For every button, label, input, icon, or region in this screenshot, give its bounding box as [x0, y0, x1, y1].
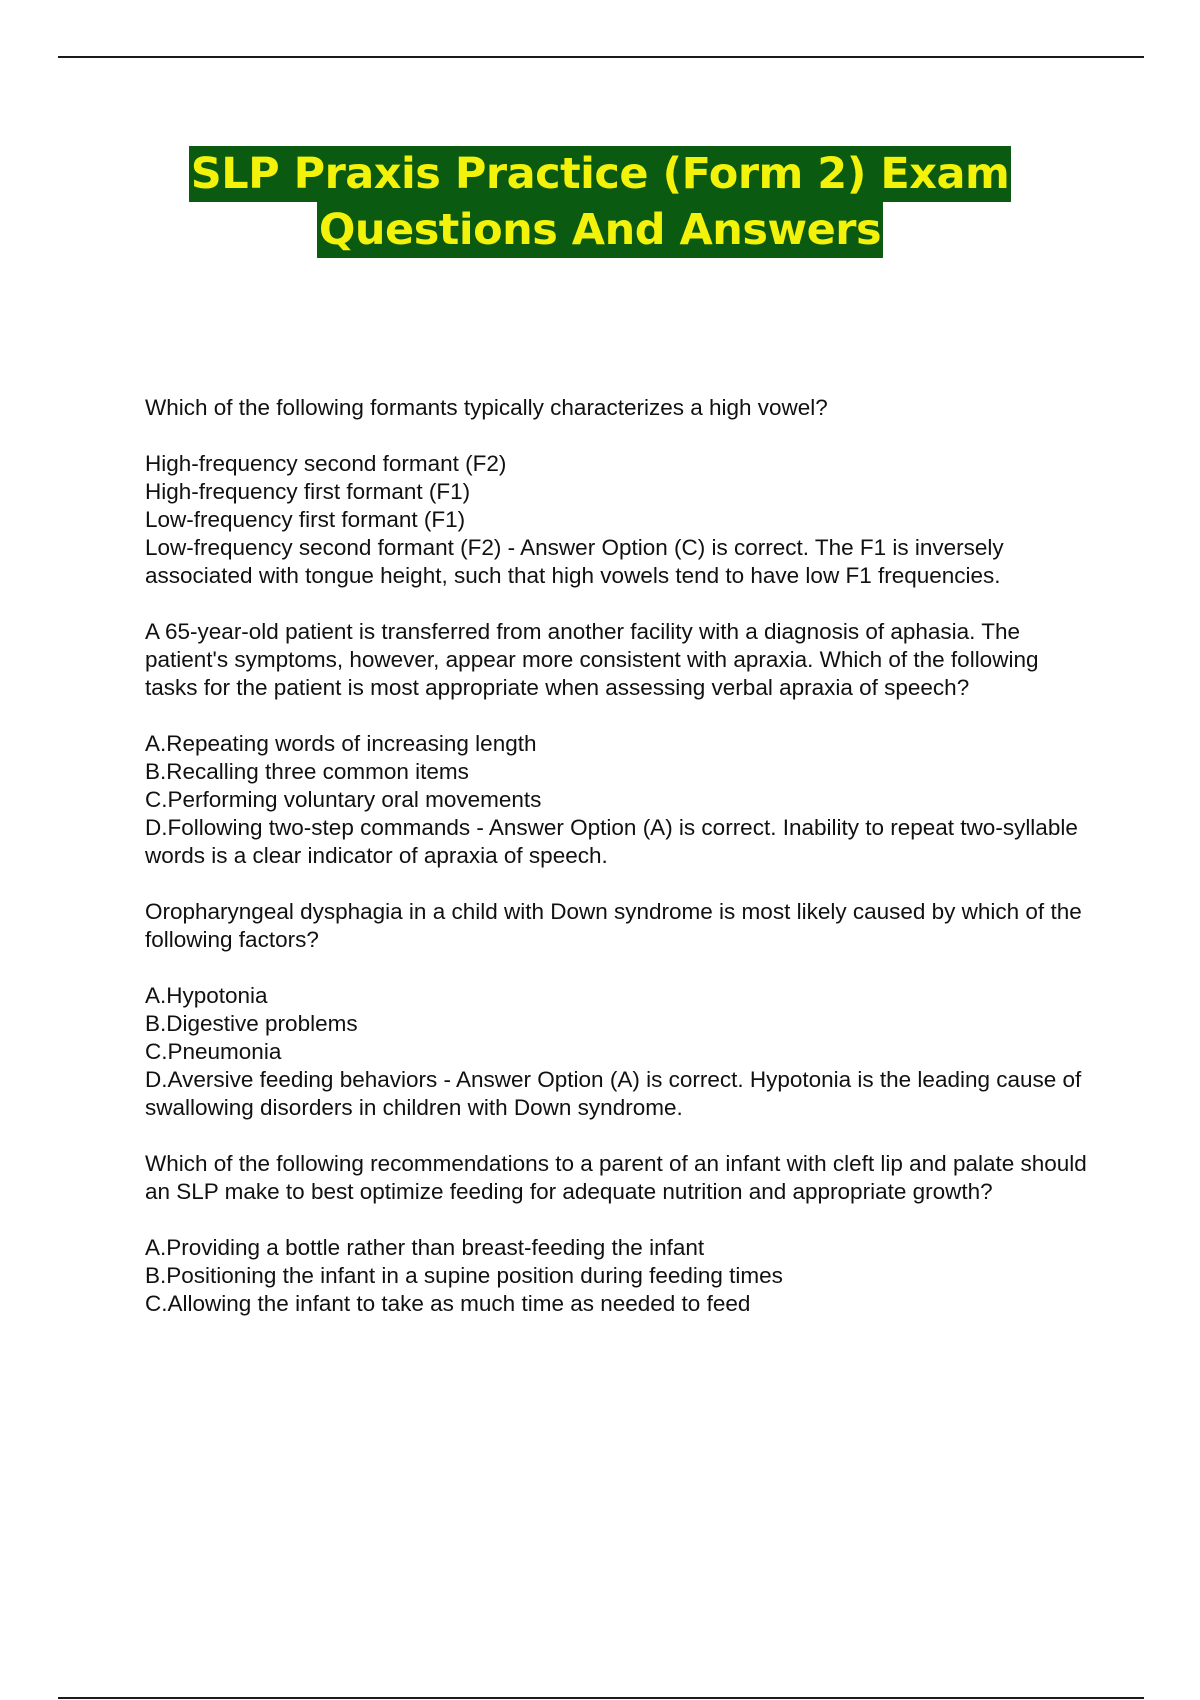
question-2: A 65-year-old patient is transferred from another facility with a diagnosis of aphasia. The patient's symptoms, however, appear more consistent with apraxia. Which of the following tasks for the patient is most appropriate when assessing verbal apraxia of speech? — [145, 619, 1039, 700]
question-3-option-c: C.Pneumonia — [145, 1039, 282, 1064]
question-3-option-b: B.Digestive problems — [145, 1011, 358, 1036]
question-list — [145, 394, 1095, 1318]
question-3: Oropharyngeal dysphagia in a child with Down syndrome is most likely caused by which of the following factors? — [145, 899, 1082, 952]
question-3-option-a: A.Hypotonia — [145, 983, 268, 1008]
question-1-option-2: High-frequency first formant (F1) — [145, 479, 471, 504]
question-2-option-c: C.Performing voluntary oral movements — [145, 787, 542, 812]
title-line-1: SLP Praxis Practice (Form 2) Exam — [189, 146, 1012, 202]
question-3-option-d-answer: D.Aversive feeding behaviors - Answer Option (A) is correct. Hypotonia is the leading cause of swallowing disorders in children with Down syndrome. — [145, 1067, 1082, 1120]
document-title — [0, 146, 1200, 258]
question-4-option-a: A.Providing a bottle rather than breast-feeding the infant — [145, 1235, 705, 1260]
question-2-option-a: A.Repeating words of increasing length — [145, 731, 537, 756]
top-rule — [58, 56, 1144, 58]
question-1-option-4-answer: Low-frequency second formant (F2) - Answer Option (C) is correct. The F1 is inversely associated with tongue height, such that high vowels tend to have low F1 frequencies. — [145, 535, 1004, 588]
question-4-option-c: C.Allowing the infant to take as much time as needed to feed — [145, 1291, 751, 1316]
question-4-option-b: B.Positioning the infant in a supine position during feeding times — [145, 1263, 783, 1288]
bottom-rule — [58, 1697, 1144, 1699]
question-1-option-3: Low-frequency first formant (F1) — [145, 507, 466, 532]
question-1-option-1: High-frequency second formant (F2) — [145, 451, 507, 476]
question-4: Which of the following recommendations to a parent of an infant with cleft lip and palate should an SLP make to best optimize feeding for adequate nutrition and appropriate growth? — [145, 1151, 1087, 1204]
question-1: Which of the following formants typically characterizes a high vowel? — [145, 395, 828, 420]
title-line-2: Questions And Answers — [317, 202, 883, 258]
question-2-option-b: B.Recalling three common items — [145, 759, 469, 784]
question-2-option-d-answer: D.Following two-step commands - Answer Option (A) is correct. Inability to repeat two-syllable words is a clear indicator of apraxia of speech. — [145, 815, 1078, 868]
